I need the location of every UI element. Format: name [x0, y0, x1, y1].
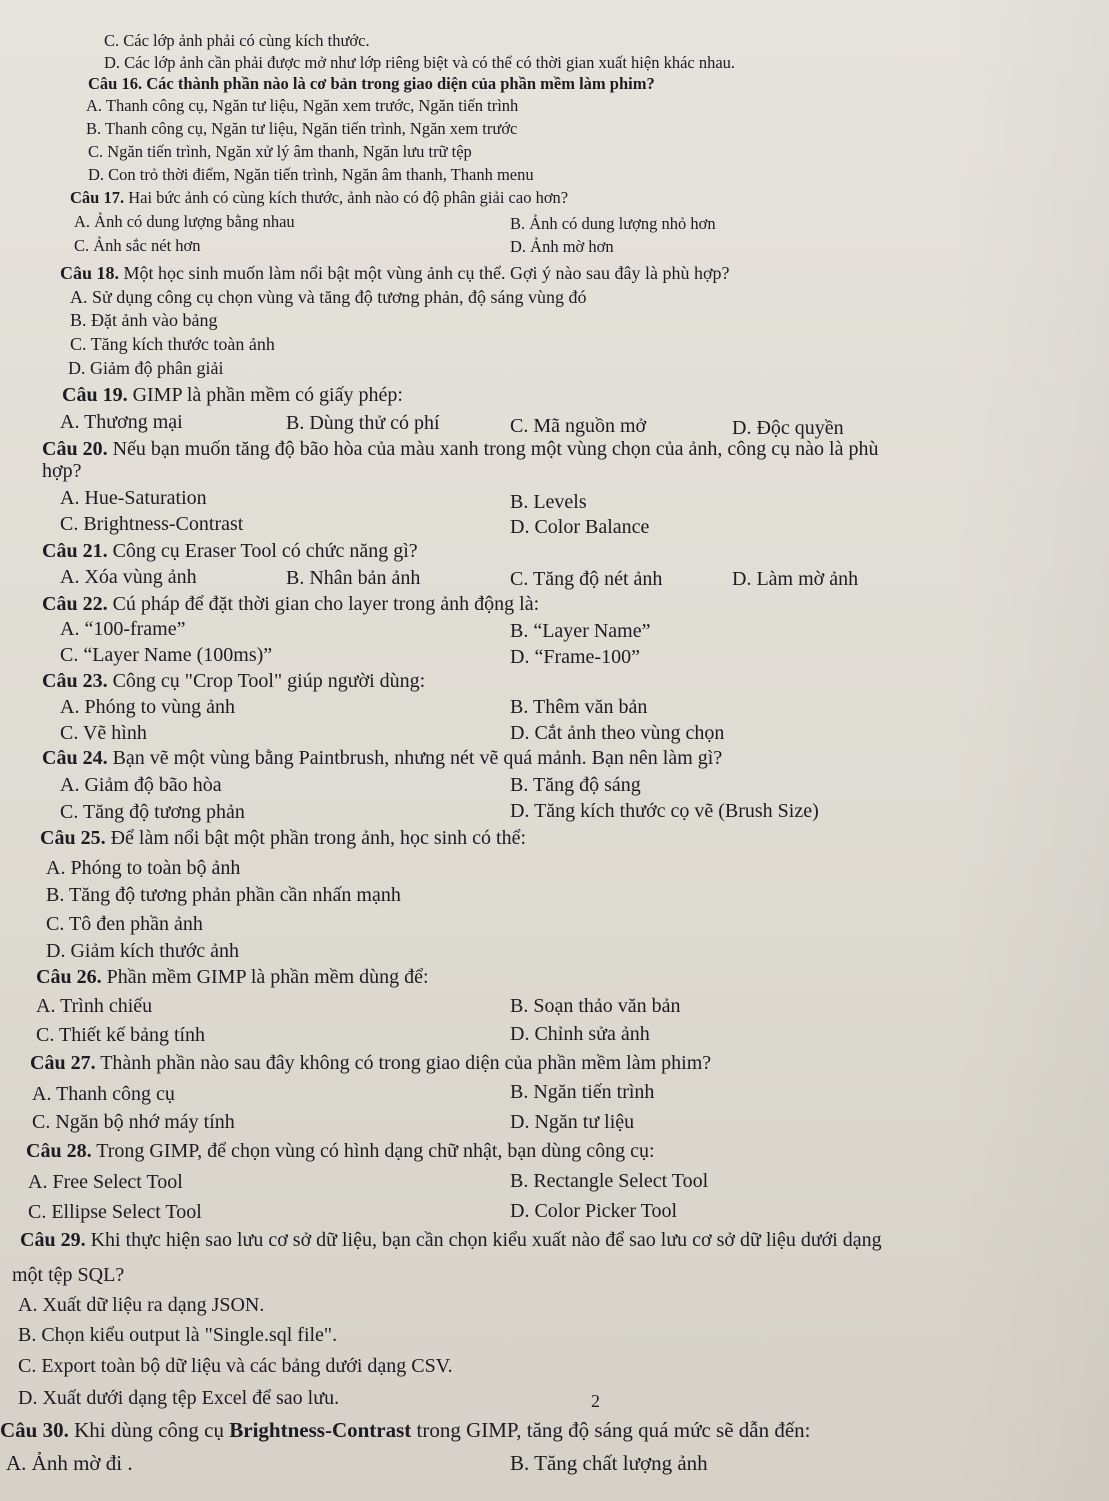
question-25	[40, 826, 526, 850]
question-text: Trong GIMP, để chọn vùng có hình dạng chữ nhật, bạn dùng công cụ:	[91, 1140, 655, 1162]
q26-option-c	[36, 1023, 205, 1047]
q23-option-b	[510, 695, 647, 719]
option-text: C. Tăng kích thước toàn ảnh	[70, 334, 275, 354]
question-23	[42, 669, 425, 693]
q18-option-d	[68, 358, 223, 379]
question-number: Câu 26.	[36, 966, 102, 988]
option-text: B. Đặt ảnh vào bảng	[70, 310, 218, 330]
q30-option-b	[510, 1451, 708, 1476]
question-number: Câu 21.	[42, 540, 108, 562]
option-text: A. Thanh công cụ	[32, 1083, 175, 1105]
question-20-continued	[42, 459, 81, 483]
q24-option-c	[60, 800, 245, 824]
question-number: Câu 19.	[62, 384, 128, 406]
question-number: Câu 18.	[60, 263, 120, 283]
q28-option-c	[28, 1200, 202, 1224]
question-24	[42, 746, 722, 770]
q25-option-c	[46, 912, 203, 936]
option-text: D. “Frame-100”	[510, 646, 640, 668]
question-text: Nếu bạn muốn tăng độ bão hòa của màu xanh trong một vùng chọn của ảnh, công cụ nào là phù	[107, 438, 879, 460]
option-text: B. Tăng chất lượng ảnh	[510, 1451, 708, 1475]
question-30	[0, 1418, 811, 1443]
question-text: Câu 16. Các thành phần nào là cơ bản trong giao diện của phần mềm làm phim?	[88, 74, 655, 93]
option-text: A. Phóng to toàn bộ ảnh	[46, 857, 241, 879]
prev-option-d	[104, 53, 735, 73]
option-text: B. Nhân bản ảnh	[286, 567, 421, 589]
option-text: D. Độc quyền	[732, 417, 844, 439]
q16-option-c	[88, 142, 472, 162]
option-text: C. Tăng độ nét ảnh	[510, 568, 663, 590]
option-text: A. Phóng to vùng ảnh	[60, 696, 235, 718]
question-21	[42, 539, 418, 563]
question-text: Khi dùng công cụ	[68, 1418, 230, 1442]
q16-option-d	[88, 165, 534, 185]
option-text: D. Giảm độ phân giải	[68, 358, 224, 378]
q20-option-c	[60, 512, 243, 536]
option-text: B. Levels	[510, 491, 587, 513]
q24-option-d	[510, 799, 819, 823]
question-29-continued	[12, 1263, 124, 1287]
question-text: Để làm nổi bật một phần trong ảnh, học sinh có thể:	[105, 827, 527, 849]
option-text: D. Tăng kích thước cọ vẽ (Brush Size)	[510, 800, 819, 822]
page-number-text: 2	[591, 1391, 600, 1411]
q25-option-a	[46, 856, 240, 880]
option-text: C. Thiết kế bảng tính	[36, 1024, 206, 1046]
option-text: A. Free Select Tool	[28, 1171, 183, 1193]
option-text: C. “Layer Name (100ms)”	[60, 644, 273, 666]
q23-option-a	[60, 695, 235, 719]
option-text: C. Ngăn bộ nhớ máy tính	[32, 1111, 235, 1133]
q23-option-c	[60, 721, 147, 745]
question-text: Phần mềm GIMP là phần mềm dùng để:	[101, 966, 429, 988]
option-text: D. Color Balance	[510, 516, 650, 538]
question-18	[60, 263, 729, 284]
option-text: B. Dùng thử có phí	[286, 412, 440, 434]
q22-option-b	[510, 619, 650, 643]
q23-option-d	[510, 721, 724, 745]
option-text: D. Xuất dưới dạng tệp Excel để sao lưu.	[18, 1387, 340, 1409]
option-text: A. Xóa vùng ảnh	[60, 566, 197, 588]
question-27	[30, 1051, 711, 1075]
q26-option-b	[510, 994, 681, 1018]
line-text: C. Các lớp ảnh phải có cùng kích thước.	[104, 31, 370, 50]
q17-option-d	[510, 237, 614, 257]
option-text: D. Ảnh mờ hơn	[510, 237, 614, 256]
q21-option-d	[732, 567, 858, 591]
q21-option-a	[60, 565, 197, 589]
q22-option-a	[60, 617, 186, 641]
question-number: Câu 22.	[42, 593, 108, 615]
question-number: Câu 24.	[42, 747, 108, 769]
option-text: B. Thêm văn bản	[510, 696, 648, 718]
question-text: một tệp SQL?	[12, 1264, 125, 1286]
option-text: C. Tăng độ tương phản	[60, 801, 245, 823]
question-text: Công cụ "Crop Tool" giúp người dùng:	[107, 670, 426, 692]
q29-option-a	[18, 1293, 264, 1317]
q18-option-c	[70, 334, 275, 355]
question-number: Câu 29.	[20, 1229, 86, 1251]
option-text: C. Tô đen phần ảnh	[46, 913, 203, 935]
question-text: hợp?	[42, 460, 82, 482]
option-text: B. Chọn kiểu output là "Single.sql file".	[18, 1324, 338, 1346]
page-number	[591, 1391, 600, 1412]
q16-option-b	[86, 119, 517, 139]
q27-option-c	[32, 1110, 235, 1134]
page-shading	[949, 0, 1109, 1501]
question-text: Hai bức ảnh có cùng kích thước, ảnh nào có độ phân giải cao hơn?	[124, 188, 569, 207]
q17-option-b	[510, 214, 716, 234]
q29-option-c	[18, 1354, 453, 1378]
question-number: Câu 23.	[42, 670, 108, 692]
option-text: C. Ellipse Select Tool	[28, 1201, 202, 1223]
question-text: Công cụ Eraser Tool có chức năng gì?	[107, 540, 418, 562]
q21-option-b	[286, 566, 420, 590]
q24-option-a	[60, 773, 222, 797]
question-19	[62, 383, 403, 407]
option-text: A. “100-frame”	[60, 618, 186, 640]
q19-option-a	[60, 410, 183, 434]
question-20	[42, 437, 879, 461]
q26-option-d	[510, 1022, 650, 1046]
q21-option-c	[510, 567, 662, 591]
question-number: Câu 25.	[40, 827, 106, 849]
question-17	[70, 188, 568, 208]
option-text: C. Mã nguồn mở	[510, 415, 647, 437]
q25-option-d	[46, 939, 239, 963]
question-text: trong GIMP, tăng độ sáng quá mức sẽ dẫn đến:	[411, 1418, 811, 1442]
q29-option-d	[18, 1386, 339, 1410]
q27-option-d	[510, 1110, 634, 1134]
q28-option-a	[28, 1170, 183, 1194]
q27-option-a	[32, 1082, 175, 1106]
q22-option-d	[510, 645, 640, 669]
option-text: C. Brightness-Contrast	[60, 513, 244, 535]
question-29	[20, 1228, 882, 1252]
option-text: C. Export toàn bộ dữ liệu và các bảng dưới dạng CSV.	[18, 1355, 453, 1377]
option-text: A. Thương mại	[60, 411, 183, 433]
option-text: A. Hue-Saturation	[60, 487, 207, 509]
question-number: Câu 27.	[30, 1052, 96, 1074]
option-text: A. Ảnh mờ đi .	[6, 1451, 133, 1475]
question-28	[26, 1139, 655, 1163]
question-number: Câu 28.	[26, 1140, 92, 1162]
q27-option-b	[510, 1080, 654, 1104]
question-26	[36, 965, 429, 989]
q30-option-a	[6, 1451, 133, 1476]
option-text: B. “Layer Name”	[510, 620, 651, 642]
q18-option-a	[70, 287, 586, 308]
option-text: B. Thanh công cụ, Ngăn tư liệu, Ngăn tiến trình, Ngăn xem trước	[86, 119, 518, 138]
option-text: C. Ảnh sắc nét hơn	[74, 236, 201, 255]
question-16	[88, 74, 655, 94]
option-text: B. Tăng độ tương phản phần cần nhấn mạnh	[46, 884, 401, 906]
question-bold-term: Brightness-Contrast	[229, 1418, 412, 1442]
q25-option-b	[46, 883, 401, 907]
q19-option-b	[286, 411, 440, 435]
option-text: D. Làm mờ ảnh	[732, 568, 859, 590]
option-text: B. Soạn thảo văn bản	[510, 995, 681, 1017]
q17-option-c	[74, 236, 201, 256]
option-text: D. Giảm kích thước ảnh	[46, 940, 240, 962]
question-text: GIMP là phần mềm có giấy phép:	[127, 384, 403, 406]
question-text: Một học sinh muốn làm nổi bật một vùng ảnh cụ thể. Gợi ý nào sau đây là phù hợp?	[119, 263, 730, 283]
q20-option-d	[510, 515, 649, 539]
question-text: Khi thực hiện sao lưu cơ sở dữ liệu, bạn cần chọn kiểu xuất nào để sao lưu cơ sở dữ liệu dưới dạng	[85, 1229, 882, 1251]
option-text: A. Giảm độ bão hòa	[60, 774, 222, 796]
option-text: D. Color Picker Tool	[510, 1200, 678, 1222]
question-text: Cú pháp để đặt thời gian cho layer trong ảnh động là:	[107, 593, 540, 615]
question-text: Thành phần nào sau đây không có trong giao diện của phần mềm làm phim?	[95, 1052, 712, 1074]
q28-option-b	[510, 1169, 708, 1193]
option-text: B. Tăng độ sáng	[510, 774, 641, 796]
option-text: B. Rectangle Select Tool	[510, 1170, 709, 1192]
q17-option-a	[74, 212, 295, 232]
q26-option-a	[36, 994, 152, 1018]
q28-option-d	[510, 1199, 677, 1223]
q29-option-b	[18, 1323, 337, 1347]
q19-option-c	[510, 414, 646, 438]
option-text: D. Cắt ảnh theo vùng chọn	[510, 722, 725, 744]
option-text: D. Con trỏ thời điểm, Ngăn tiến trình, Ngăn âm thanh, Thanh menu	[88, 165, 534, 184]
q20-option-a	[60, 486, 207, 510]
option-text: A. Ảnh có dung lượng bằng nhau	[74, 212, 295, 231]
option-text: C. Ngăn tiến trình, Ngăn xử lý âm thanh, Ngăn lưu trữ tệp	[88, 142, 472, 161]
option-text: C. Vẽ hình	[60, 722, 147, 744]
line-text: D. Các lớp ảnh cần phải được mở như lớp riêng biệt và có thể có thời gian xuất hiện khác nhau.	[104, 53, 736, 72]
option-text: B. Ảnh có dung lượng nhỏ hơn	[510, 214, 716, 233]
option-text: A. Xuất dữ liệu ra dạng JSON.	[18, 1294, 265, 1316]
option-text: A. Sử dụng công cụ chọn vùng và tăng độ tương phản, độ sáng vùng đó	[70, 287, 587, 307]
question-number: Câu 17.	[70, 188, 125, 207]
q20-option-b	[510, 490, 587, 514]
option-text: D. Chỉnh sửa ảnh	[510, 1023, 650, 1045]
option-text: B. Ngăn tiến trình	[510, 1081, 655, 1103]
q22-option-c	[60, 643, 272, 667]
question-number: Câu 20.	[42, 438, 108, 460]
question-number: Câu 30.	[0, 1418, 69, 1442]
question-22	[42, 592, 539, 616]
q16-option-a	[86, 96, 518, 116]
option-text: D. Ngăn tư liệu	[510, 1111, 635, 1133]
question-text: Bạn vẽ một vùng bằng Paintbrush, nhưng nét vẽ quá mảnh. Bạn nên làm gì?	[107, 747, 723, 769]
q24-option-b	[510, 773, 641, 797]
option-text: A. Thanh công cụ, Ngăn tư liệu, Ngăn xem trước, Ngăn tiến trình	[86, 96, 519, 115]
option-text: A. Trình chiếu	[36, 995, 153, 1017]
prev-option-c	[104, 31, 370, 51]
q18-option-b	[70, 310, 217, 331]
